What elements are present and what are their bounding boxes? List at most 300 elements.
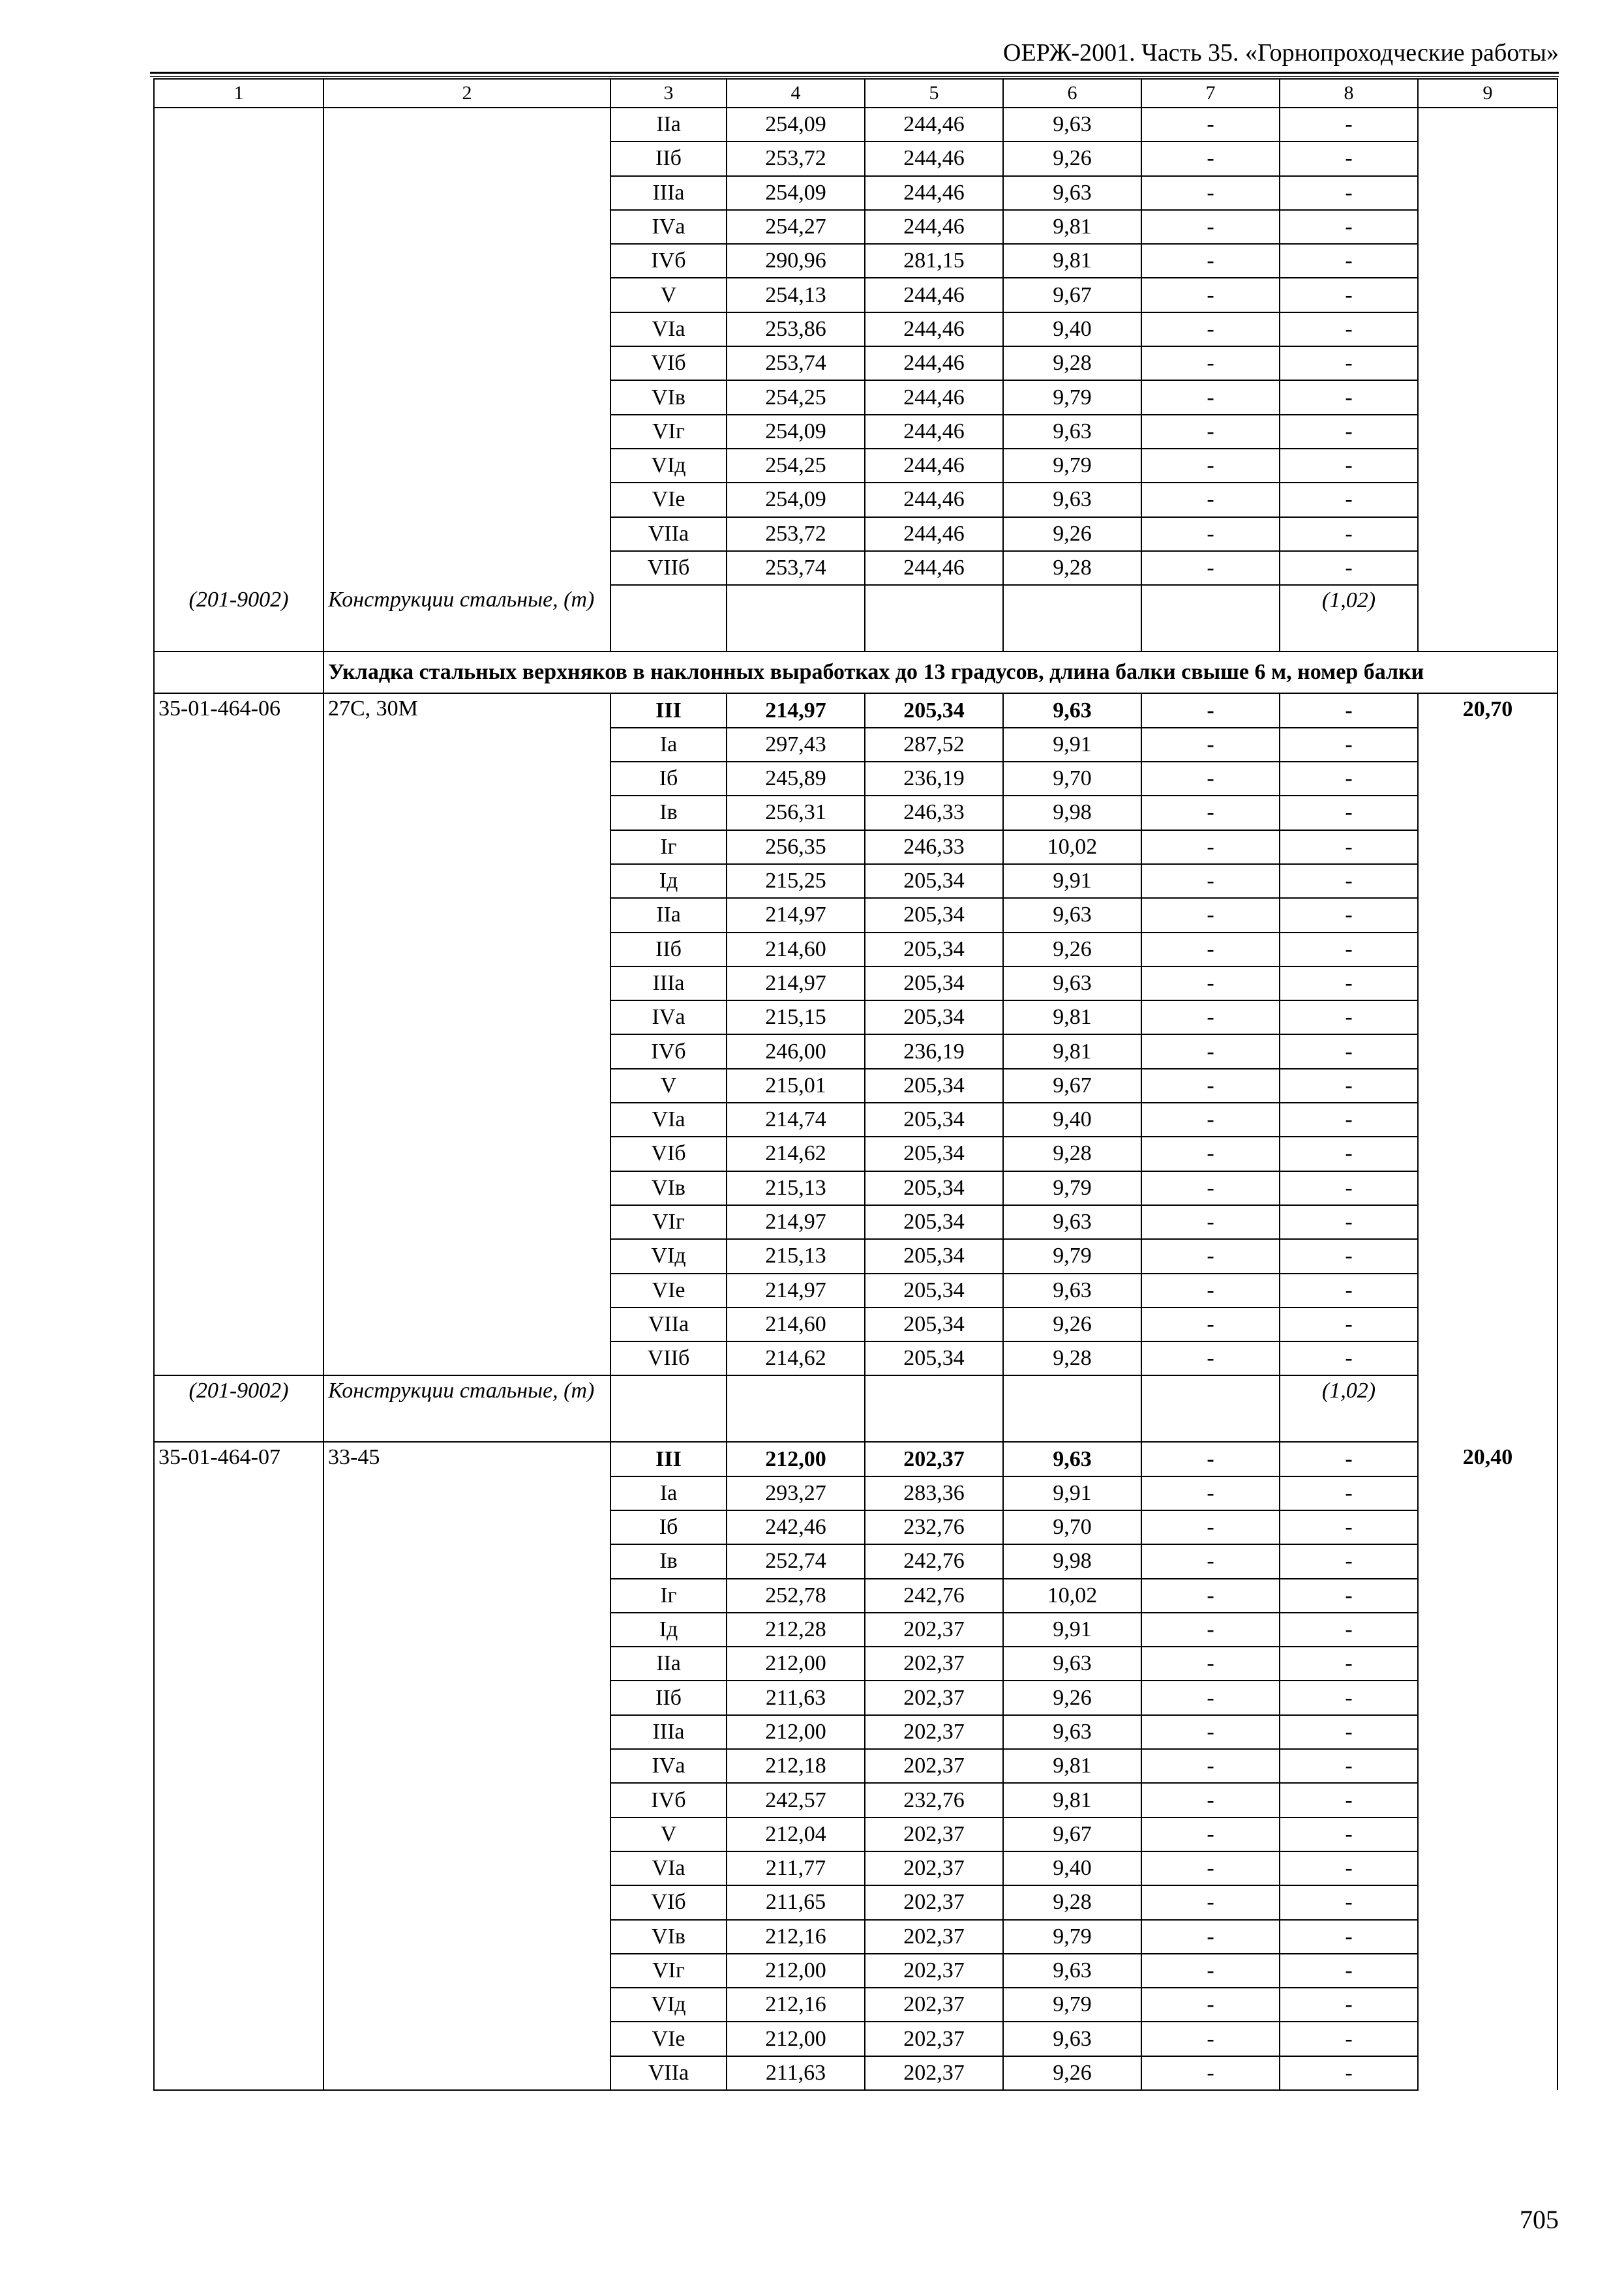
value-cell: - xyxy=(1141,244,1280,278)
value-cell: 205,34 xyxy=(865,1103,1003,1137)
zone-cell: VIе xyxy=(610,2022,727,2056)
resource-qty: (1,02) xyxy=(1280,1375,1418,1442)
empty-cell xyxy=(727,1375,865,1442)
zone-cell: Iб xyxy=(610,762,727,796)
value-cell: - xyxy=(1280,864,1418,898)
value-cell: 9,67 xyxy=(1003,278,1141,312)
value-cell: - xyxy=(1141,1239,1280,1273)
value-cell: 9,81 xyxy=(1003,1000,1141,1034)
value-cell: 205,34 xyxy=(865,1308,1003,1341)
column-number-cell: 3 xyxy=(610,79,727,108)
value-cell: - xyxy=(1141,1988,1280,2022)
value-cell: 205,34 xyxy=(865,1069,1003,1103)
value-cell: - xyxy=(1280,1920,1418,1954)
value-cell: 9,63 xyxy=(1003,176,1141,210)
total-cell-empty xyxy=(1418,108,1557,651)
name-cell-empty xyxy=(323,108,610,585)
value-cell: 254,13 xyxy=(727,278,865,312)
empty-cell xyxy=(610,1375,727,1442)
value-cell: 9,63 xyxy=(1003,415,1141,449)
value-cell: 244,46 xyxy=(865,346,1003,380)
empty-cell xyxy=(610,585,727,651)
value-cell: 202,37 xyxy=(865,1818,1003,1851)
value-cell: 9,40 xyxy=(1003,312,1141,346)
value-cell: 211,77 xyxy=(727,1851,865,1885)
value-cell: - xyxy=(1141,1103,1280,1137)
value-cell: - xyxy=(1141,1000,1280,1034)
value-cell: - xyxy=(1141,864,1280,898)
value-cell: 254,25 xyxy=(727,380,865,414)
value-cell: 211,63 xyxy=(727,2056,865,2090)
zone-cell: Iд xyxy=(610,864,727,898)
value-cell: 202,37 xyxy=(865,1681,1003,1714)
value-cell: - xyxy=(1141,1681,1280,1714)
value-cell: - xyxy=(1280,449,1418,483)
value-cell: - xyxy=(1141,1613,1280,1647)
zone-cell: Iд xyxy=(610,1613,727,1647)
value-cell: 245,89 xyxy=(727,762,865,796)
value-cell: 212,00 xyxy=(727,1647,865,1681)
value-cell: 9,63 xyxy=(1003,1442,1141,1476)
value-cell: 9,79 xyxy=(1003,380,1141,414)
value-cell: 232,76 xyxy=(865,1510,1003,1544)
value-cell: 252,78 xyxy=(727,1579,865,1613)
value-cell: 9,63 xyxy=(1003,1647,1141,1681)
header-rule-thin xyxy=(150,76,1559,77)
value-cell: 202,37 xyxy=(865,2022,1003,2056)
value-cell: - xyxy=(1280,1308,1418,1341)
value-cell: 205,34 xyxy=(865,1171,1003,1205)
resource-code: (201-9002) xyxy=(154,1375,323,1442)
item-total: 20,40 xyxy=(1418,1442,1557,2090)
value-cell: - xyxy=(1141,1544,1280,1578)
column-number-cell: 6 xyxy=(1003,79,1141,108)
value-cell: - xyxy=(1280,176,1418,210)
value-cell: 253,74 xyxy=(727,551,865,585)
value-cell: - xyxy=(1280,1579,1418,1613)
value-cell: - xyxy=(1280,517,1418,551)
empty-cell xyxy=(1003,585,1141,651)
value-cell: - xyxy=(1280,1851,1418,1885)
zone-cell: VIб xyxy=(610,1137,727,1171)
value-cell: 214,97 xyxy=(727,693,865,727)
value-cell: - xyxy=(1280,1783,1418,1817)
code-cell-empty xyxy=(154,108,323,585)
value-cell: - xyxy=(1141,1476,1280,1510)
value-cell: 244,46 xyxy=(865,483,1003,516)
value-cell: 254,09 xyxy=(727,176,865,210)
zone-cell: III xyxy=(610,693,727,727)
value-cell: 9,26 xyxy=(1003,2056,1141,2090)
value-cell: 254,25 xyxy=(727,449,865,483)
zone-cell: VIд xyxy=(610,449,727,483)
value-cell: 214,97 xyxy=(727,1274,865,1308)
value-cell: 202,37 xyxy=(865,1442,1003,1476)
value-cell: 9,28 xyxy=(1003,1341,1141,1375)
item-code: 35-01-464-06 xyxy=(154,693,323,1375)
value-cell: 202,37 xyxy=(865,1885,1003,1919)
value-cell: 9,67 xyxy=(1003,1818,1141,1851)
value-cell: 254,09 xyxy=(727,108,865,142)
zone-cell: Iг xyxy=(610,1579,727,1613)
value-cell: - xyxy=(1280,1274,1418,1308)
zone-cell: IVб xyxy=(610,1783,727,1817)
zone-cell: VIд xyxy=(610,1988,727,2022)
value-cell: - xyxy=(1141,1579,1280,1613)
zone-cell: VIе xyxy=(610,1274,727,1308)
value-cell: 9,40 xyxy=(1003,1103,1141,1137)
value-cell: 232,76 xyxy=(865,1783,1003,1817)
value-cell: 256,35 xyxy=(727,830,865,864)
value-cell: 9,63 xyxy=(1003,966,1141,1000)
value-cell: 253,74 xyxy=(727,346,865,380)
resource-qty: (1,02) xyxy=(1280,585,1418,651)
zone-cell: V xyxy=(610,1818,727,1851)
value-cell: 9,81 xyxy=(1003,244,1141,278)
value-cell: 9,28 xyxy=(1003,1137,1141,1171)
value-cell: 215,25 xyxy=(727,864,865,898)
value-cell: 9,81 xyxy=(1003,1034,1141,1068)
page-number: 705 xyxy=(1520,2205,1559,2234)
column-number-cell: 7 xyxy=(1141,79,1280,108)
value-cell: - xyxy=(1141,898,1280,932)
value-cell: 9,79 xyxy=(1003,1988,1141,2022)
value-cell: 244,46 xyxy=(865,278,1003,312)
value-cell: 244,46 xyxy=(865,176,1003,210)
value-cell: - xyxy=(1141,933,1280,966)
value-cell: 212,00 xyxy=(727,1442,865,1476)
value-cell: - xyxy=(1280,244,1418,278)
empty-cell xyxy=(1141,585,1280,651)
value-cell: - xyxy=(1280,966,1418,1000)
value-cell: - xyxy=(1141,796,1280,830)
value-cell: - xyxy=(1280,1442,1418,1476)
zone-cell: Iа xyxy=(610,1476,727,1510)
value-cell: 215,15 xyxy=(727,1000,865,1034)
value-cell: 212,16 xyxy=(727,1988,865,2022)
value-cell: - xyxy=(1280,1171,1418,1205)
value-cell: 253,72 xyxy=(727,517,865,551)
value-cell: 202,37 xyxy=(865,1920,1003,1954)
zone-cell: IIа xyxy=(610,898,727,932)
value-cell: 244,46 xyxy=(865,142,1003,175)
value-cell: - xyxy=(1280,2056,1418,2090)
zone-cell: VIв xyxy=(610,1171,727,1205)
value-cell: 215,01 xyxy=(727,1069,865,1103)
value-cell: 9,91 xyxy=(1003,728,1141,762)
value-cell: 205,34 xyxy=(865,1341,1003,1375)
value-cell: 244,46 xyxy=(865,517,1003,551)
value-cell: 244,46 xyxy=(865,210,1003,244)
value-cell: - xyxy=(1280,1069,1418,1103)
value-cell: 202,37 xyxy=(865,1613,1003,1647)
value-cell: 9,40 xyxy=(1003,1851,1141,1885)
zone-cell: IVб xyxy=(610,244,727,278)
value-cell: 246,33 xyxy=(865,796,1003,830)
value-cell: 242,76 xyxy=(865,1579,1003,1613)
value-cell: - xyxy=(1141,762,1280,796)
value-cell: - xyxy=(1141,278,1280,312)
value-cell: - xyxy=(1141,1885,1280,1919)
value-cell: 244,46 xyxy=(865,449,1003,483)
zone-cell: IIб xyxy=(610,933,727,966)
value-cell: 9,70 xyxy=(1003,1510,1141,1544)
value-cell: - xyxy=(1280,346,1418,380)
zone-cell: VIIб xyxy=(610,551,727,585)
value-cell: 202,37 xyxy=(865,1647,1003,1681)
column-number-cell: 1 xyxy=(154,79,323,108)
value-cell: - xyxy=(1141,966,1280,1000)
item-total: 20,70 xyxy=(1418,693,1557,1442)
zone-cell: Iв xyxy=(610,1544,727,1578)
resource-name: Конструкции стальные, (т) xyxy=(323,585,610,651)
value-cell: - xyxy=(1141,415,1280,449)
item-main-row xyxy=(154,693,1557,727)
value-cell: 10,02 xyxy=(1003,830,1141,864)
value-cell: - xyxy=(1280,1885,1418,1919)
value-cell: 287,52 xyxy=(865,728,1003,762)
value-cell: 10,02 xyxy=(1003,1579,1141,1613)
value-cell: - xyxy=(1141,1274,1280,1308)
value-cell: 214,74 xyxy=(727,1103,865,1137)
value-cell: 281,15 xyxy=(865,244,1003,278)
zone-cell: IIб xyxy=(610,142,727,175)
zone-cell: Iа xyxy=(610,728,727,762)
zone-cell: IIб xyxy=(610,1681,727,1714)
item-name: 27С, 30М xyxy=(323,693,610,1375)
zone-cell: VIв xyxy=(610,1920,727,1954)
zone-cell: Iг xyxy=(610,830,727,864)
value-cell: - xyxy=(1280,142,1418,175)
value-cell: 254,27 xyxy=(727,210,865,244)
value-cell: 254,09 xyxy=(727,415,865,449)
value-cell: 205,34 xyxy=(865,864,1003,898)
value-cell: 9,79 xyxy=(1003,1239,1141,1273)
value-cell: 9,63 xyxy=(1003,108,1141,142)
value-cell: - xyxy=(1141,1069,1280,1103)
value-cell: 205,34 xyxy=(865,1137,1003,1171)
column-number-cell: 9 xyxy=(1418,79,1557,108)
zone-cell: IIIа xyxy=(610,1715,727,1749)
value-cell: 9,91 xyxy=(1003,1613,1141,1647)
item-name: 33-45 xyxy=(323,1442,610,2090)
value-cell: 9,63 xyxy=(1003,483,1141,516)
value-cell: - xyxy=(1280,1000,1418,1034)
value-cell: - xyxy=(1141,1442,1280,1476)
value-cell: - xyxy=(1280,108,1418,142)
zone-cell: VIд xyxy=(610,1239,727,1273)
value-cell: - xyxy=(1280,728,1418,762)
resource-code: (201-9002) xyxy=(154,585,323,651)
zone-cell: IVа xyxy=(610,1000,727,1034)
value-cell: 214,62 xyxy=(727,1137,865,1171)
zone-cell: IIIа xyxy=(610,176,727,210)
value-cell: 9,63 xyxy=(1003,1954,1141,1988)
section-title: Укладка стальных верхняков в наклонных выработках до 13 градусов, длина балки свыше 6 м, номер балки xyxy=(323,651,1557,693)
value-cell: 202,37 xyxy=(865,2056,1003,2090)
value-cell: 9,91 xyxy=(1003,864,1141,898)
value-cell: 9,79 xyxy=(1003,1920,1141,1954)
zone-cell: VIа xyxy=(610,1103,727,1137)
zone-cell: IVа xyxy=(610,1749,727,1783)
zone-cell: VIIа xyxy=(610,2056,727,2090)
zone-cell: VIа xyxy=(610,312,727,346)
value-cell: - xyxy=(1141,1647,1280,1681)
value-cell: - xyxy=(1141,483,1280,516)
value-cell: - xyxy=(1280,415,1418,449)
value-cell: 242,57 xyxy=(727,1783,865,1817)
header-rule-thick xyxy=(150,72,1559,74)
value-cell: - xyxy=(1280,1544,1418,1578)
value-cell: 242,46 xyxy=(727,1510,865,1544)
item-main-row xyxy=(154,1442,1557,1476)
value-cell: 202,37 xyxy=(865,1851,1003,1885)
value-cell: - xyxy=(1141,346,1280,380)
value-cell: - xyxy=(1141,830,1280,864)
value-cell: - xyxy=(1141,1954,1280,1988)
value-cell: 9,63 xyxy=(1003,1274,1141,1308)
value-cell: 205,34 xyxy=(865,898,1003,932)
value-cell: 9,63 xyxy=(1003,2022,1141,2056)
value-cell: 252,74 xyxy=(727,1544,865,1578)
zone-cell: VIа xyxy=(610,1851,727,1885)
zone-cell: V xyxy=(610,1069,727,1103)
value-cell: 290,96 xyxy=(727,244,865,278)
rates-table-body xyxy=(154,79,1557,2090)
zone-cell: IVб xyxy=(610,1034,727,1068)
value-cell: 236,19 xyxy=(865,762,1003,796)
value-cell: 9,70 xyxy=(1003,762,1141,796)
value-cell: 212,28 xyxy=(727,1613,865,1647)
zone-cell: V xyxy=(610,278,727,312)
value-cell: 214,60 xyxy=(727,933,865,966)
value-cell: - xyxy=(1280,762,1418,796)
value-cell: - xyxy=(1141,551,1280,585)
value-cell: 9,26 xyxy=(1003,142,1141,175)
value-cell: 214,97 xyxy=(727,898,865,932)
value-cell: 202,37 xyxy=(865,1749,1003,1783)
value-cell: 246,33 xyxy=(865,830,1003,864)
value-cell: 9,28 xyxy=(1003,1885,1141,1919)
value-cell: - xyxy=(1280,1205,1418,1239)
zone-cell: VIв xyxy=(610,380,727,414)
value-cell: 9,63 xyxy=(1003,693,1141,727)
value-cell: 244,46 xyxy=(865,415,1003,449)
section-empty-cell xyxy=(154,651,323,693)
value-cell: 244,46 xyxy=(865,108,1003,142)
value-cell: 205,34 xyxy=(865,933,1003,966)
value-cell: 244,46 xyxy=(865,312,1003,346)
value-cell: 256,31 xyxy=(727,796,865,830)
value-cell: 212,16 xyxy=(727,1920,865,1954)
value-cell: 9,79 xyxy=(1003,449,1141,483)
value-cell: - xyxy=(1280,1749,1418,1783)
value-cell: 253,86 xyxy=(727,312,865,346)
value-cell: 212,00 xyxy=(727,1715,865,1749)
value-cell: - xyxy=(1141,517,1280,551)
resource-name: Конструкции стальные, (т) xyxy=(323,1375,610,1442)
value-cell: 205,34 xyxy=(865,1274,1003,1308)
empty-cell xyxy=(1141,1375,1280,1442)
value-cell: 293,27 xyxy=(727,1476,865,1510)
value-cell: 9,26 xyxy=(1003,933,1141,966)
zone-cell: VIIб xyxy=(610,1341,727,1375)
zone-cell: VIе xyxy=(610,483,727,516)
column-number-cell: 2 xyxy=(323,79,610,108)
zone-cell: VIIа xyxy=(610,1308,727,1341)
empty-cell xyxy=(1003,1375,1141,1442)
value-cell: - xyxy=(1280,1137,1418,1171)
value-cell: - xyxy=(1141,2056,1280,2090)
value-cell: - xyxy=(1280,1715,1418,1749)
column-number-cell: 8 xyxy=(1280,79,1418,108)
value-cell: - xyxy=(1141,1137,1280,1171)
value-cell: - xyxy=(1141,1308,1280,1341)
value-cell: 9,63 xyxy=(1003,1205,1141,1239)
zone-cell: IIIа xyxy=(610,966,727,1000)
value-cell: 283,36 xyxy=(865,1476,1003,1510)
value-cell: 9,81 xyxy=(1003,210,1141,244)
column-number-cell: 4 xyxy=(727,79,865,108)
value-cell: 212,18 xyxy=(727,1749,865,1783)
value-cell: 246,00 xyxy=(727,1034,865,1068)
value-cell: 202,37 xyxy=(865,1988,1003,2022)
value-cell: - xyxy=(1141,312,1280,346)
value-cell: 211,63 xyxy=(727,1681,865,1714)
value-cell: - xyxy=(1280,278,1418,312)
value-cell: - xyxy=(1141,1818,1280,1851)
value-cell: - xyxy=(1280,1510,1418,1544)
zone-cell: Iб xyxy=(610,1510,727,1544)
value-cell: 212,00 xyxy=(727,1954,865,1988)
value-cell: 9,28 xyxy=(1003,346,1141,380)
zone-cell: VIг xyxy=(610,415,727,449)
value-cell: - xyxy=(1141,142,1280,175)
value-cell: 214,97 xyxy=(727,966,865,1000)
value-cell: 214,62 xyxy=(727,1341,865,1375)
value-cell: - xyxy=(1280,1613,1418,1647)
item-code: 35-01-464-07 xyxy=(154,1442,323,2090)
value-cell: - xyxy=(1280,380,1418,414)
value-cell: - xyxy=(1280,1647,1418,1681)
value-cell: 205,34 xyxy=(865,1205,1003,1239)
value-cell: - xyxy=(1280,693,1418,727)
rates-table xyxy=(153,78,1558,2091)
value-cell: 9,91 xyxy=(1003,1476,1141,1510)
zone-cell: VIг xyxy=(610,1954,727,1988)
value-cell: 9,26 xyxy=(1003,517,1141,551)
value-cell: 297,43 xyxy=(727,728,865,762)
resource-row xyxy=(154,1375,1557,1442)
value-cell: - xyxy=(1280,830,1418,864)
zone-cell: IIа xyxy=(610,108,727,142)
value-cell: - xyxy=(1141,1920,1280,1954)
value-cell: - xyxy=(1280,483,1418,516)
value-cell: 244,46 xyxy=(865,380,1003,414)
value-cell: 214,97 xyxy=(727,1205,865,1239)
zone-cell: VIг xyxy=(610,1205,727,1239)
value-cell: - xyxy=(1141,449,1280,483)
value-cell: 202,37 xyxy=(865,1715,1003,1749)
value-cell: - xyxy=(1280,312,1418,346)
empty-cell xyxy=(727,585,865,651)
column-number-cell: 5 xyxy=(865,79,1003,108)
value-cell: - xyxy=(1141,693,1280,727)
value-cell: 205,34 xyxy=(865,1000,1003,1034)
value-cell: 205,34 xyxy=(865,693,1003,727)
value-cell: - xyxy=(1141,1171,1280,1205)
value-cell: 253,72 xyxy=(727,142,865,175)
